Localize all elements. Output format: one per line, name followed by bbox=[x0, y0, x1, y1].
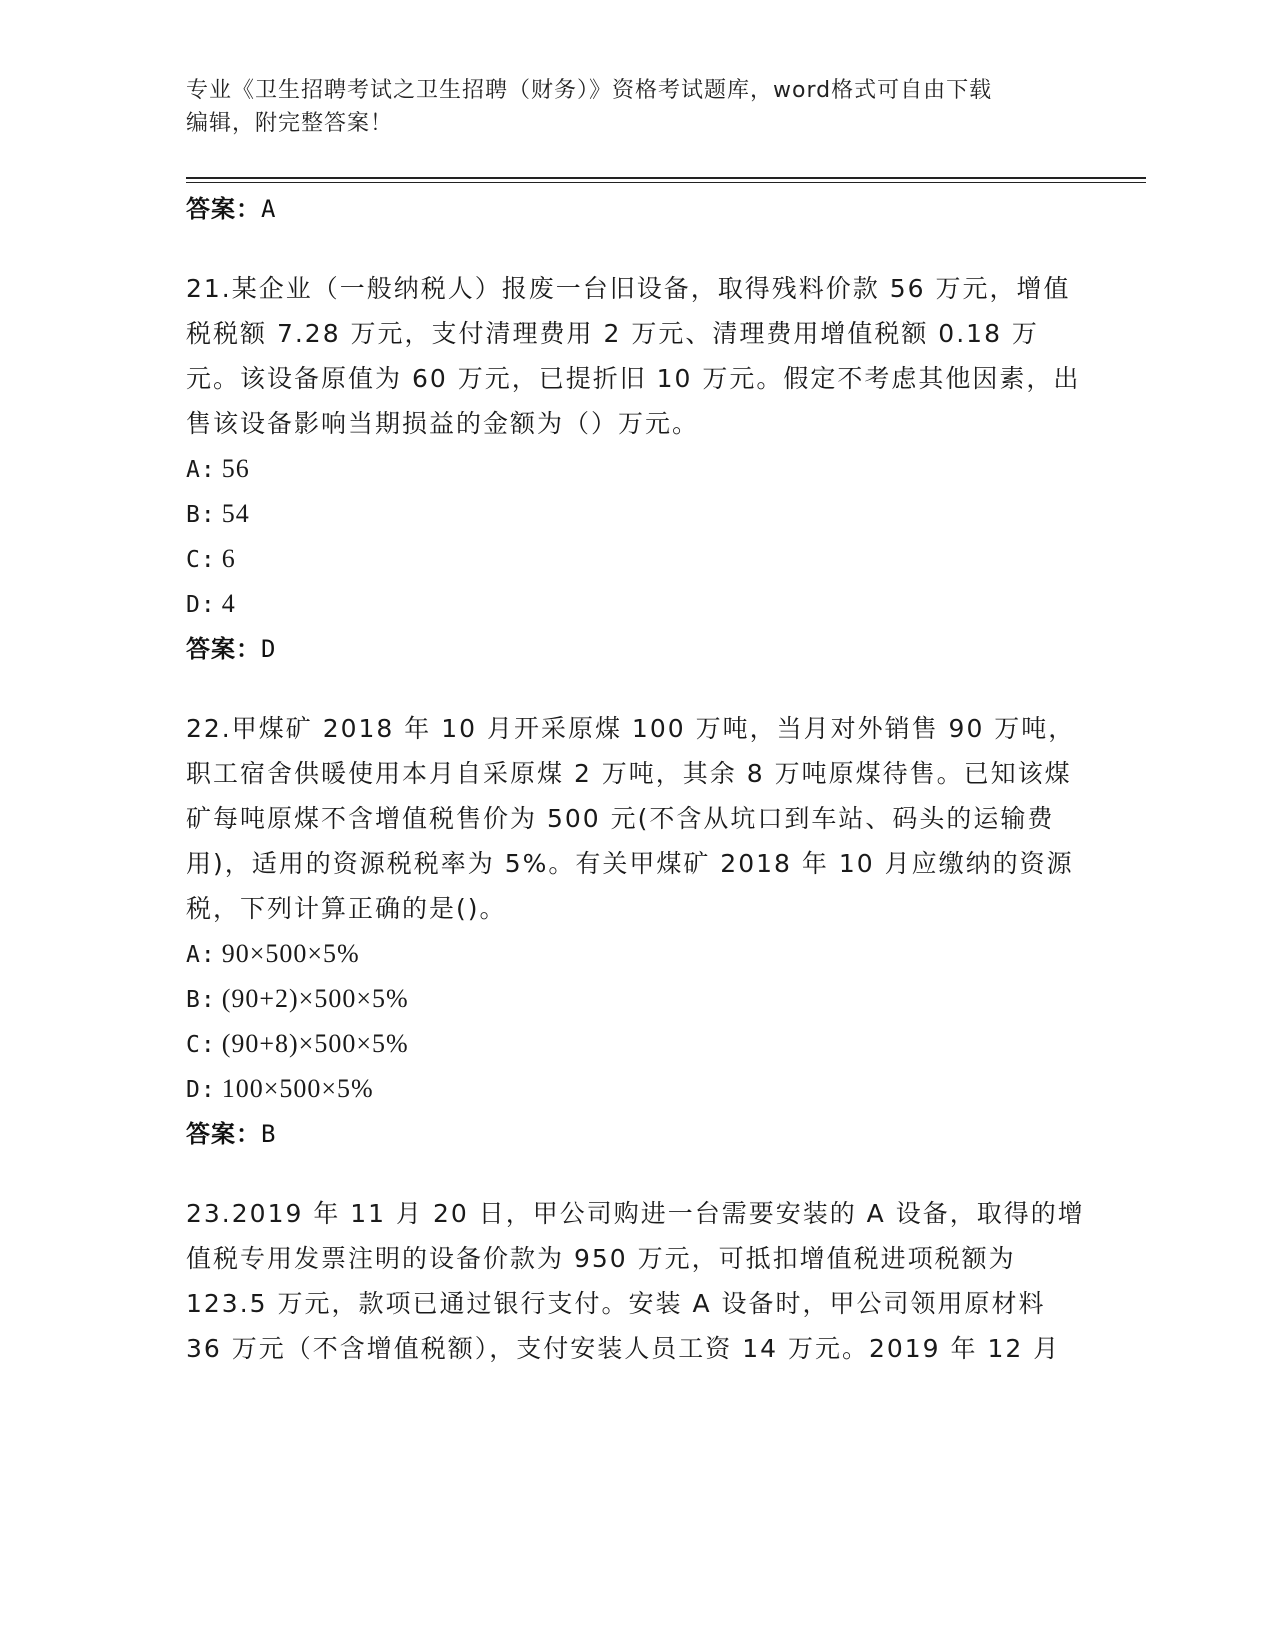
answer-label: 答案： bbox=[186, 635, 261, 663]
question-22-option-a bbox=[186, 931, 1086, 976]
answer-line bbox=[186, 626, 1086, 672]
header-line-2: 编辑，附完整答案！ bbox=[186, 111, 394, 136]
question-list bbox=[186, 186, 1086, 1371]
option-text: 6 bbox=[221, 544, 236, 573]
answer-label: 答案： bbox=[186, 195, 261, 223]
option-text: 56 bbox=[221, 454, 250, 483]
option-key: D: bbox=[186, 592, 216, 618]
question-21-stem: 21.某企业（一般纳税人）报废一台旧设备，取得残料价款 56 万元，增值税税额 7.28 万元，支付清理费用 2 万元、清理费用增值税额 0.18 万元。该设备原值为 60 万元，已提折旧 10 万元。假定不考虑其他因素，出售该设备影响当期损益的金额为（）万元。 bbox=[186, 274, 1081, 438]
header-line-1: 专业《卫生招聘考试之卫生招聘（财务）》资格考试题库，word格式可自由下载 bbox=[186, 78, 993, 103]
answer-value: D bbox=[261, 635, 277, 663]
option-key: B: bbox=[186, 502, 216, 528]
answer-line bbox=[186, 186, 1086, 232]
option-text: 54 bbox=[221, 499, 250, 528]
option-text: (90+8)×500×5% bbox=[221, 1029, 409, 1058]
question-23-stem: 23.2019 年 11 月 20 日，甲公司购进一台需要安装的 A 设备，取得的增值税专用发票注明的设备价款为 950 万元，可抵扣增值税进项税额为 123.5 万元，款项已通过银行支付。安装 A 设备时，甲公司领用原材料 36 万元（不含增值税额），支付安装人员工资 14 万元。2019 年 12 月 bbox=[186, 1199, 1085, 1363]
answer-value: B bbox=[261, 1120, 277, 1148]
question-21-option-d bbox=[186, 581, 1086, 626]
option-key: A: bbox=[186, 457, 216, 483]
option-text: 4 bbox=[221, 589, 236, 618]
option-key: C: bbox=[186, 1032, 216, 1058]
question-22-option-d bbox=[186, 1066, 1086, 1111]
answer-value: A bbox=[261, 195, 277, 223]
question-21-option-c bbox=[186, 536, 1086, 581]
answer-line bbox=[186, 1111, 1086, 1157]
option-key: B: bbox=[186, 987, 216, 1013]
document-header bbox=[186, 74, 1066, 140]
question-21-option-a bbox=[186, 446, 1086, 491]
question-22-option-b bbox=[186, 976, 1086, 1021]
option-text: 100×500×5% bbox=[221, 1074, 374, 1103]
question-22-option-c bbox=[186, 1021, 1086, 1066]
header-divider-thin bbox=[186, 182, 1146, 183]
question-22-stem: 22.甲煤矿 2018 年 10 月开采原煤 100 万吨，当月对外销售 90 万吨，职工宿舍供暖使用本月自采原煤 2 万吨，其余 8 万吨原煤待售。已知该煤矿每吨原煤不含增值税售价为 500 元(不含从坑口到车站、码头的运输费用)，适用的资源税税率为 5%。有关甲煤矿 2018 年 10 月应缴纳的资源税，下列计算正确的是()。 bbox=[186, 714, 1076, 923]
option-key: C: bbox=[186, 547, 216, 573]
option-key: D: bbox=[186, 1077, 216, 1103]
question-21-option-b bbox=[186, 491, 1086, 536]
header-divider bbox=[186, 177, 1146, 179]
answer-label: 答案： bbox=[186, 1120, 261, 1148]
option-key: A: bbox=[186, 942, 216, 968]
option-text: 90×500×5% bbox=[221, 939, 360, 968]
option-text: (90+2)×500×5% bbox=[221, 984, 409, 1013]
